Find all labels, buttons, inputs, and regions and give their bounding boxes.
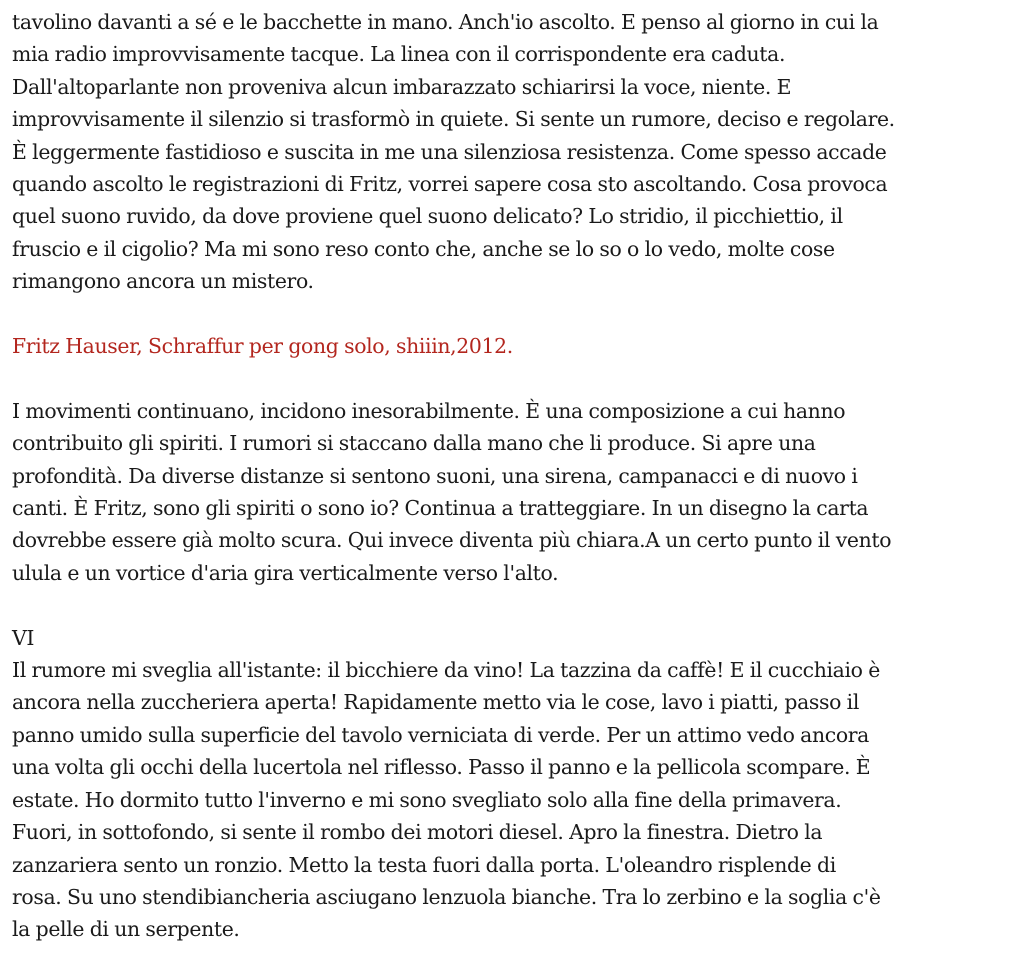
text-line: canti. È Fritz, sono gli spiriti o sono io? Continua a tratteggiare. In un disegno la carta	[12, 496, 869, 521]
text-line: Dall'altoparlante non proveniva alcun imbarazzato schiarirsi la voce, niente. E	[12, 74, 792, 99]
text-line: rosa. Su uno stendibiancheria asciugano lenzuola bianche. Tra lo zerbino e la soglia c'è	[12, 884, 881, 909]
paragraph-2	[12, 395, 1012, 589]
text-line: dovrebbe essere già molto scura. Qui invece diventa più chiara.A un certo punto il vento	[12, 528, 892, 553]
text-line: tavolino davanti a sé e le bacchette in mano. Anch'io ascolto. E penso al giorno in cui la	[12, 10, 879, 34]
text-line: Fuori, in sottofondo, si sente il rombo dei motori diesel. Apro la finestra. Dietro la	[12, 820, 823, 845]
text-line: rimangono ancora un mistero.	[12, 269, 314, 294]
section-heading: VI	[12, 625, 35, 650]
text-line: la pelle di un serpente.	[12, 917, 240, 942]
paragraph-spacer	[12, 589, 1012, 621]
paragraph-1	[12, 6, 1012, 298]
text-line: zanzariera sento un ronzio. Metto la testa fuori dalla porta. L'oleandro risplende di	[12, 852, 836, 877]
text-line: una volta gli occhi della lucertola nel riflesso. Passo il panno e la pellicola scompare. È	[12, 755, 871, 780]
paragraph-spacer	[12, 298, 1012, 330]
text-line: mia radio improvvisamente tacque. La linea con il corrispondente era caduta.	[12, 42, 786, 67]
media-caption	[12, 330, 1012, 362]
paragraph-spacer	[12, 362, 1012, 394]
caption-link[interactable]: Fritz Hauser, Schraffur per gong solo, shiiin,2012.	[12, 334, 513, 359]
text-line: I movimenti continuano, incidono inesorabilmente. È una composizione a cui hanno	[12, 398, 846, 423]
text-line: Il rumore mi sveglia all'istante: il bicchiere da vino! La tazzina da caffè! E il cucchiaio è	[12, 658, 880, 683]
text-line: fruscio e il cigolio? Ma mi sono reso conto che, anche se lo so o lo vedo, molte cose	[12, 236, 835, 261]
paragraph-3	[12, 654, 1012, 946]
text-line: improvvisamente il silenzio si trasformò in quiete. Si sente un rumore, deciso e regolare.	[12, 107, 895, 132]
text-line: profondità. Da diverse distanze si sentono suoni, una sirena, campanacci e di nuovo i	[12, 463, 858, 488]
text-line: ulula e un vortice d'aria gira verticalmente verso l'alto.	[12, 560, 559, 585]
text-line: ancora nella zuccheriera aperta! Rapidamente metto via le cose, lavo i piatti, passo il	[12, 690, 860, 715]
article-body	[12, 6, 1012, 946]
text-line: panno umido sulla superficie del tavolo verniciata di verde. Per un attimo vedo ancora	[12, 722, 869, 747]
text-line: contribuito gli spiriti. I rumori si staccano dalla mano che li produce. Si apre una	[12, 431, 816, 456]
text-line: estate. Ho dormito tutto l'inverno e mi sono svegliato solo alla fine della primavera.	[12, 787, 842, 812]
text-line: quando ascolto le registrazioni di Fritz, vorrei sapere cosa sto ascoltando. Cosa provoca	[12, 172, 888, 197]
text-line: quel suono ruvido, da dove proviene quel suono delicato? Lo stridio, il picchiettio, il	[12, 204, 843, 229]
text-line: È leggermente fastidioso e suscita in me una silenziosa resistenza. Come spesso accade	[12, 139, 887, 164]
